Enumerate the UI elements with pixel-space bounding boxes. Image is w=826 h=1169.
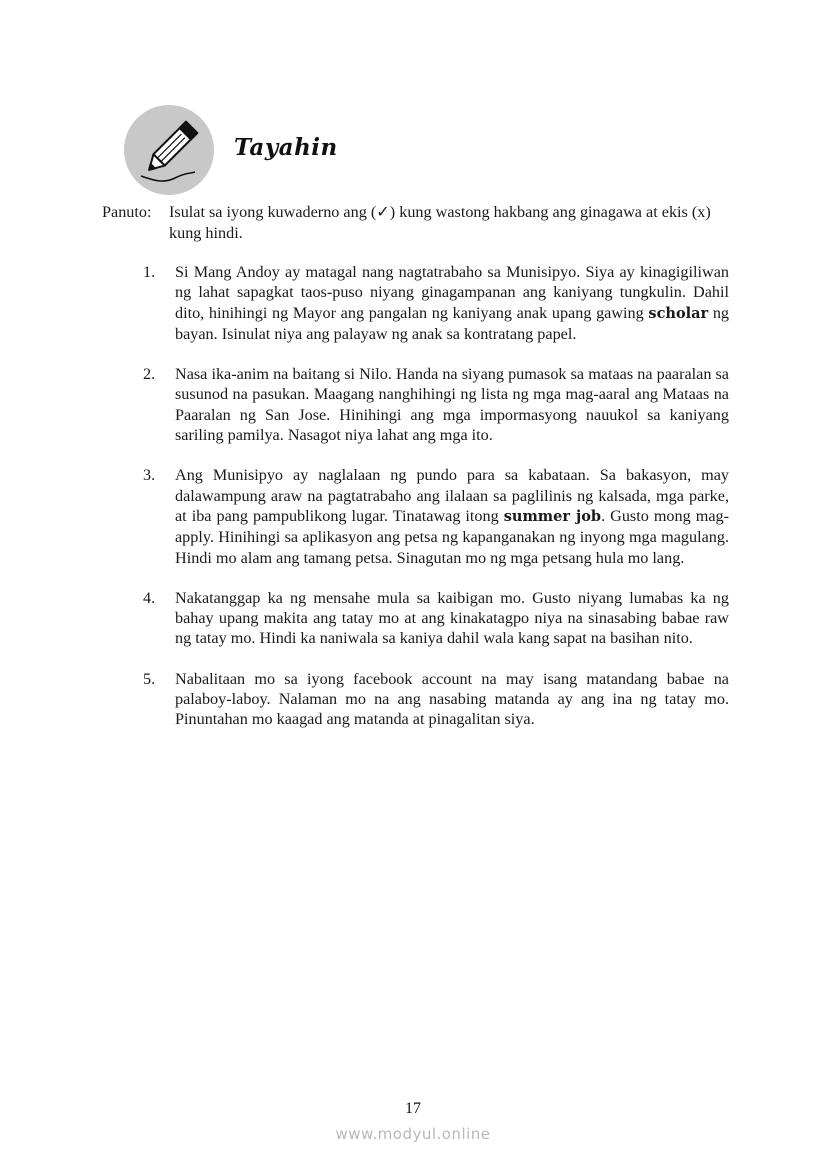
question-text-part: ng bayan. Isinulat niya ang palayaw ng anak sa kontratang papel. xyxy=(175,303,730,343)
watermark: www.modyul.online xyxy=(335,1125,491,1143)
pencil-icon xyxy=(123,104,215,196)
question-item-3 xyxy=(143,465,729,567)
instructions-label: Panuto: xyxy=(102,203,152,221)
question-item-1 xyxy=(143,262,729,344)
question-list xyxy=(143,262,729,750)
question-text xyxy=(175,669,729,730)
question-text-part: Ang Munisipyo ay naglalaan ng pundo para sa kabataan. Sa bakasyon, may dalawampung araw na pagtatrabaho ang ilalaan sa paglilinis ng kalsada, mga parke, at iba pang pampublikong lugar. Tinatawag itong xyxy=(175,466,729,525)
question-item-2 xyxy=(143,364,729,445)
question-bold-term: scholar xyxy=(648,304,709,322)
question-number: 1. xyxy=(143,263,156,281)
question-item-4 xyxy=(143,588,729,649)
instructions-text: Isulat sa iyong kuwaderno ang (✓) kung wastong hakbang ang ginagawa at ekis (x) kung hindi. xyxy=(169,203,711,242)
question-bold-term: summer job xyxy=(503,507,602,525)
question-text-part: Nakatanggap ka ng mensahe mula sa kaibigan mo. Gusto niyang lumabas ka ng bahay upang makita ang tatay mo at ang kinakatagpo niya na sinasabing babae raw ng tatay mo. Hindi ka naniwala sa kaniya dahil wala kang sapat na basihan nito. xyxy=(175,588,729,648)
question-text-part: . Gusto mong mag-apply. Hinihingi sa aplikasyon ang petsa ng kapanganakan ng inyong mga magulang. Hindi mo alam ang tamang petsa. Sinagutan mo ng mga petsang hula mo lang. xyxy=(175,506,729,567)
question-text xyxy=(175,364,729,445)
question-item-5 xyxy=(143,669,729,730)
page-number: 17 xyxy=(405,1100,421,1117)
section-title: Tayahin xyxy=(234,134,338,161)
question-number: 5. xyxy=(143,669,156,688)
question-text-part: Nabalitaan mo sa iyong facebook account na may isang matandang babae na palaboy-laboy. Nalaman mo na ang nasabing matanda ay ang ina ng tatay mo. Pinuntahan mo kaagad ang matanda at pinagalitan siya. xyxy=(175,669,729,729)
question-text xyxy=(175,262,729,344)
question-number: 3. xyxy=(143,466,156,485)
question-text xyxy=(175,588,729,649)
question-text xyxy=(175,465,729,567)
question-text-part: Si Mang Andoy ay matagal nang nagtatrabaho sa Munisipyo. Siya ay kinagigiliwan ng lahat sapagkat taos-puso niyang ginagampanan ang kaniyang tungkulin. Dahil dito, hinihingi ng Mayor ang pangalan ng kaniyang anak upang gawing xyxy=(175,263,729,322)
question-number: 2. xyxy=(143,365,156,384)
question-number: 4. xyxy=(143,588,156,607)
question-text-part: Nasa ika-anim na baitang si Nilo. Handa na siyang pumasok sa mataas na paaralan sa susunod na pasukan. Maagang nanghihingi ng lista ng mga mag-aaral ang Mataas na Paaralan ng San Jose. Hinihingi ang mga impormasyong nauukol sa kaniyang sariling pamilya. Nasagot niya lahat ang mga ito. xyxy=(175,365,729,445)
